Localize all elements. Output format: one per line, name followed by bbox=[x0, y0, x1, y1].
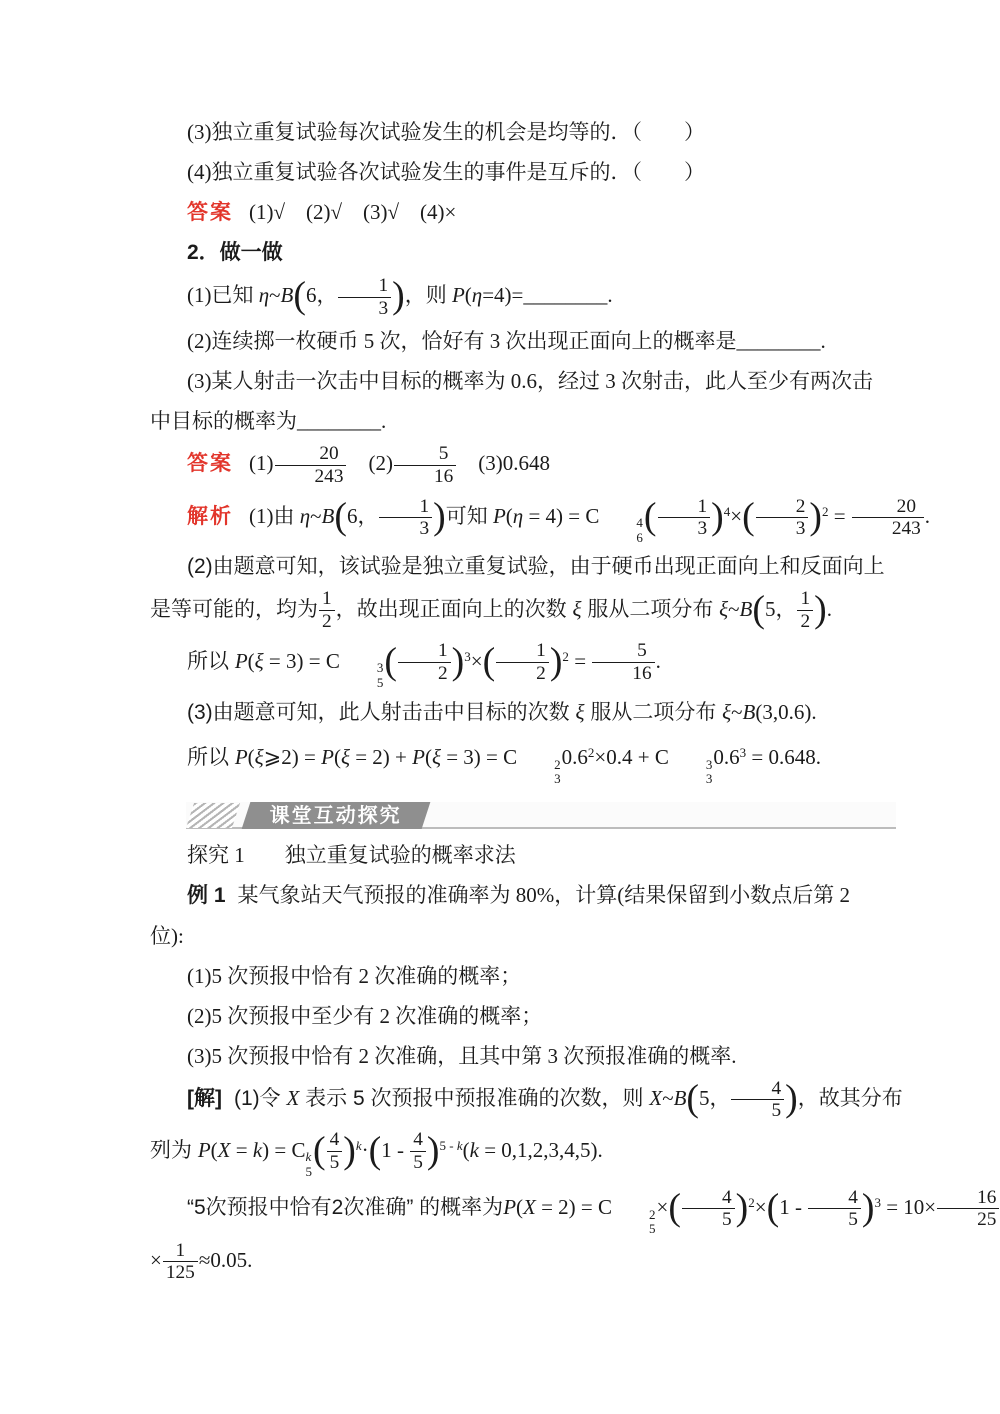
fraction: $\frac{2}{3}$ bbox=[756, 496, 809, 540]
example-line1 bbox=[150, 877, 855, 914]
fraction: $\frac{4}{5}$ bbox=[410, 1129, 426, 1173]
combination-scripts: k 5 bbox=[305, 1149, 313, 1179]
combination-scripts: 2 5 bbox=[649, 1206, 656, 1237]
practice-q3-line1: (3)某人射击一次击中目标的概率为 0.6，经过 3 次射击，此人至少有两次击 bbox=[187, 369, 873, 394]
fraction: $\frac{1}{2}$ bbox=[496, 640, 549, 684]
example-line2: 位): bbox=[150, 924, 184, 949]
fraction: $\frac{5}{16}$ bbox=[394, 443, 456, 487]
fraction: $\frac{1}{125}$ bbox=[163, 1240, 198, 1284]
analysis-2-line1: (2)由题意可知，该试验是独立重复试验，由于硬币出现正面向上和反面向上 bbox=[187, 554, 885, 578]
topic-title: 独立重复试验的概率求法 bbox=[284, 843, 516, 868]
solution-line4: × $\frac{1}{125}$ ≈0.05. bbox=[150, 1239, 253, 1284]
practice-q1: (1)已知 η~B(6， $\frac{1}{3}$ )，则 P(η=4)=________. bbox=[187, 274, 613, 319]
section-banner bbox=[186, 802, 896, 829]
solution-label: [解] bbox=[187, 1087, 222, 1111]
answer-label: 答案 bbox=[187, 201, 233, 224]
quiz-item-4: (4)独立重复试验各次试验发生的事件是互斥的．（ ） bbox=[187, 160, 705, 184]
banner-title-box bbox=[242, 802, 431, 829]
answer-label: 答案 bbox=[187, 452, 233, 476]
practice-q3-line2: 中目标的概率为________. bbox=[150, 409, 387, 434]
analysis-3-line1: (3)由题意可知，此人射击击中目标的次数 ξ 服从二项分布 ξ~B(3,0.6). bbox=[187, 699, 817, 724]
example-text: 某气象站天气预报的准确率为 80%，计算(结果保留到小数点后第 2 bbox=[237, 883, 850, 908]
fraction: $\frac{20}{243}$ bbox=[275, 443, 347, 487]
practice-answer-line bbox=[150, 441, 855, 487]
analysis-3-line2: 所以 P(ξ⩾2) = P(ξ = 2) + P(ξ = 3) = C 2 3 $0.6^2\times 0.4 + C$ 3 3 $0.6^3 = 0.648$. bbox=[187, 744, 821, 786]
analysis-1-math: (1)由 η~B(6， $\frac{1}{3}$ )可知 P(η = 4) = C 4 6 ( $\frac{1}{3}$ )$^4$×( $\frac{2}{3}$ )$^2$ = $\frac{20}{243}$ . bbox=[249, 495, 931, 545]
topic-line bbox=[150, 837, 855, 873]
example-sub2: (2)5 次预报中至少有 2 次准确的概率； bbox=[187, 1004, 543, 1029]
quiz-item-3: (3)独立重复试验每次试验发生的机会是均等的．（ ） bbox=[187, 120, 705, 144]
fraction: $\frac{4}{5}$ bbox=[327, 1129, 343, 1173]
fraction: $\frac{1}{3}$ bbox=[658, 496, 711, 540]
topic-label: 探究 1 bbox=[187, 843, 245, 868]
fraction: $\frac{1}{3}$ bbox=[338, 275, 391, 319]
combination-scripts: 3 5 bbox=[376, 660, 384, 690]
analysis-line-1 bbox=[150, 490, 931, 545]
example-label: 例 1 bbox=[187, 884, 226, 908]
fraction: $\frac{4}{5}$ bbox=[808, 1187, 861, 1231]
fraction: $\frac{1}{3}$ bbox=[379, 496, 432, 540]
fraction: $\frac{5}{16}$ bbox=[592, 640, 654, 684]
banner-title: 课堂互动探究 bbox=[269, 805, 402, 828]
analysis-label: 解析 bbox=[187, 504, 233, 528]
solution-1-math: (1)令 X 表示 5 次预报中预报准确的次数，则 X~B(5， $\frac{4}{5}$ )，故其分布 bbox=[234, 1077, 903, 1122]
analysis-2-line2: 是等可能的，均为 $\frac{1}{2}$ ，故出现正面向上的次数 ξ 服从二项分布 ξ~B(5， $\frac{1}{2}$ ). bbox=[150, 588, 832, 632]
fraction: $\frac{1}{2}$ bbox=[398, 640, 451, 684]
analysis-2-line3: 所以 P(ξ = 3) = C 3 5 ( $\frac{1}{2}$ )$^3$×( $\frac{1}{2}$ )$^2$ = $\frac{5}{16}$ . bbox=[187, 639, 661, 690]
combination-scripts: 3 3 bbox=[705, 756, 713, 786]
combination-scripts: 4 6 bbox=[636, 515, 643, 545]
fraction: $\frac{20}{243}$ bbox=[852, 496, 924, 540]
fraction: $\frac{1}{2}$ bbox=[797, 588, 813, 632]
practice-heading: 2．做一做 bbox=[187, 241, 283, 264]
fraction: $\frac{4}{5}$ bbox=[682, 1187, 735, 1231]
quiz-answer-values: (1)√ (2)√ (3)√ (4)× bbox=[249, 200, 457, 224]
fraction: $\frac{4}{5}$ bbox=[731, 1078, 784, 1122]
fraction: $\frac{16}{25}$ bbox=[937, 1187, 999, 1231]
practice-q2: (2)连续掷一枚硬币 5 次，恰好有 3 次出现正面向上的概率是________. bbox=[187, 329, 826, 354]
hatch-stripes-decoration bbox=[186, 803, 240, 828]
solution-line2: 列为 P(X = k) = C k 5 ( $\frac{4}{5}$ )$^k$·(1 - $\frac{4}{5}$ )$^{5 -}$ $^k$(k = 0,1,2,3,4,5). bbox=[150, 1129, 603, 1179]
fraction: $\frac{1}{2}$ bbox=[319, 588, 335, 632]
example-sub3: (3)5 次预报中恰有 2 次准确，且其中第 3 次预报准确的概率. bbox=[187, 1044, 737, 1069]
solution-line1 bbox=[150, 1076, 903, 1122]
solution-line3: “5次预报中恰有2次准确” 的概率为P(X = 2) = C 2 5 ×( $\frac{4}{5}$ )$^2$×(1 - $\frac{4}{5}$ )$^3$ = 10× $\frac{16}{25}$ bbox=[150, 1181, 855, 1236]
quiz-answer-line bbox=[150, 194, 855, 231]
combination-scripts: 2 3 bbox=[554, 756, 561, 786]
example-sub1: (1)5 次预报中恰有 2 次准确的概率； bbox=[187, 964, 522, 989]
practice-answers: (1) $\frac{20}{243}$ (2) $\frac{5}{16}$ (3)0.648 bbox=[249, 443, 551, 487]
